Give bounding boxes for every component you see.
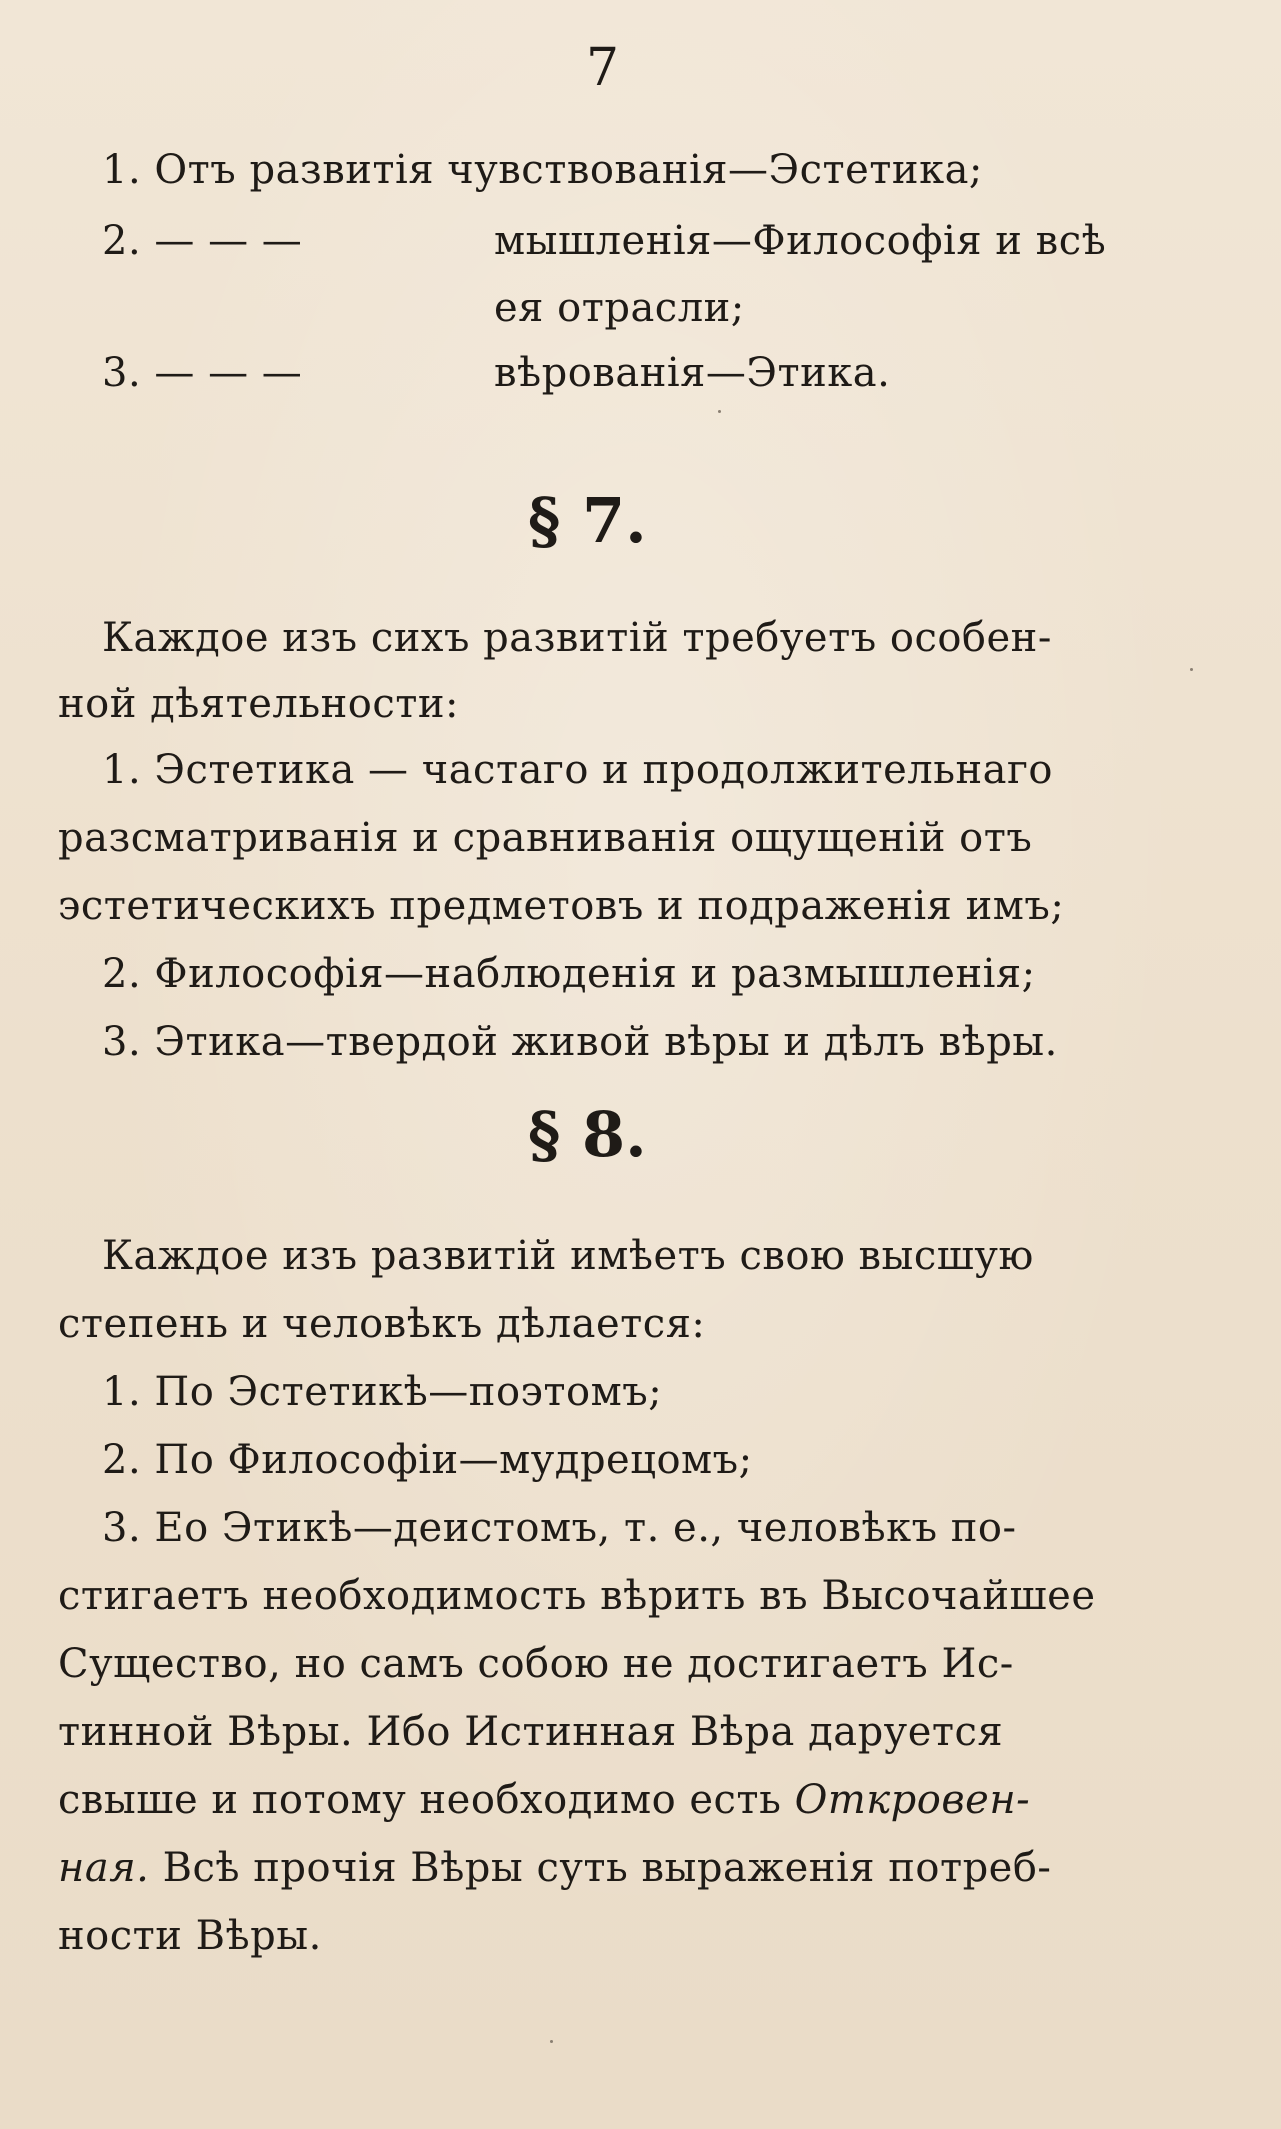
section8-line: [58, 1845, 1052, 1891]
section7-line: 3. Этика—твердой живой вѣры и дѣлъ вѣры.: [102, 1019, 1058, 1065]
section-7-heading: § 7.: [528, 484, 647, 557]
section8-line: Существо, но самъ собою не достигаетъ Ис-: [58, 1641, 1014, 1687]
section8-line: степень и человѣкъ дѣлается:: [58, 1301, 706, 1347]
list1-item3-text: вѣрованія—Этика.: [494, 350, 891, 396]
section8-line9-italic: Откровен-: [794, 1777, 1031, 1823]
section8-line: 2. По Философіи—мудрецомъ;: [102, 1437, 753, 1483]
section7-line: разсматриванія и сравниванія ощущеній отъ: [58, 815, 1033, 861]
section7-line: ной дѣятельности:: [58, 681, 459, 727]
section8-line10-text: Всѣ прочія Вѣры суть выраженія потреб-: [162, 1845, 1052, 1891]
section8-line10-italic: ная.: [58, 1845, 150, 1891]
section8-line: тинной Вѣры. Ибо Истинная Вѣра даруется: [58, 1709, 1004, 1755]
section8-line: ности Вѣры.: [58, 1913, 322, 1959]
paper-speck: [718, 410, 721, 413]
section8-line9-text: свыше и потому необходимо есть: [58, 1777, 782, 1823]
list1-item1: 1. Отъ развитія чувствованія—Эстетика;: [102, 147, 983, 193]
list1-item3-lead: 3. — — —: [102, 350, 303, 396]
section-8-heading: § 8.: [528, 1098, 647, 1171]
paper-speck: [550, 2040, 553, 2043]
section7-line: 1. Эстетика — частаго и продолжительнаго: [102, 747, 1054, 793]
section8-line: стигаетъ необходимость вѣрить въ Высочайшее: [58, 1573, 1096, 1619]
list1-item2-cont: ея отрасли;: [494, 285, 745, 331]
list1-item2-text: мышленія—Философія и всѣ: [494, 218, 1107, 264]
section7-line: эстетическихъ предметовъ и подраженія имъ;: [58, 883, 1065, 929]
list1-item2-lead: 2. — — —: [102, 218, 303, 264]
section8-line: Каждое изъ развитій имѣетъ свою высшую: [102, 1233, 1034, 1279]
section8-line: 3. Ео Этикѣ—деистомъ, т. е., человѣкъ по-: [102, 1505, 1017, 1551]
section7-line: 2. Философія—наблюденія и размышленія;: [102, 951, 1036, 997]
section8-line: 1. По Эстетикѣ—поэтомъ;: [102, 1369, 663, 1415]
paper-speck: [1190, 668, 1193, 671]
section7-line: Каждое изъ сихъ развитій требуетъ особен-: [102, 615, 1052, 661]
page-number: 7: [586, 38, 620, 98]
section8-line: [58, 1777, 1031, 1823]
